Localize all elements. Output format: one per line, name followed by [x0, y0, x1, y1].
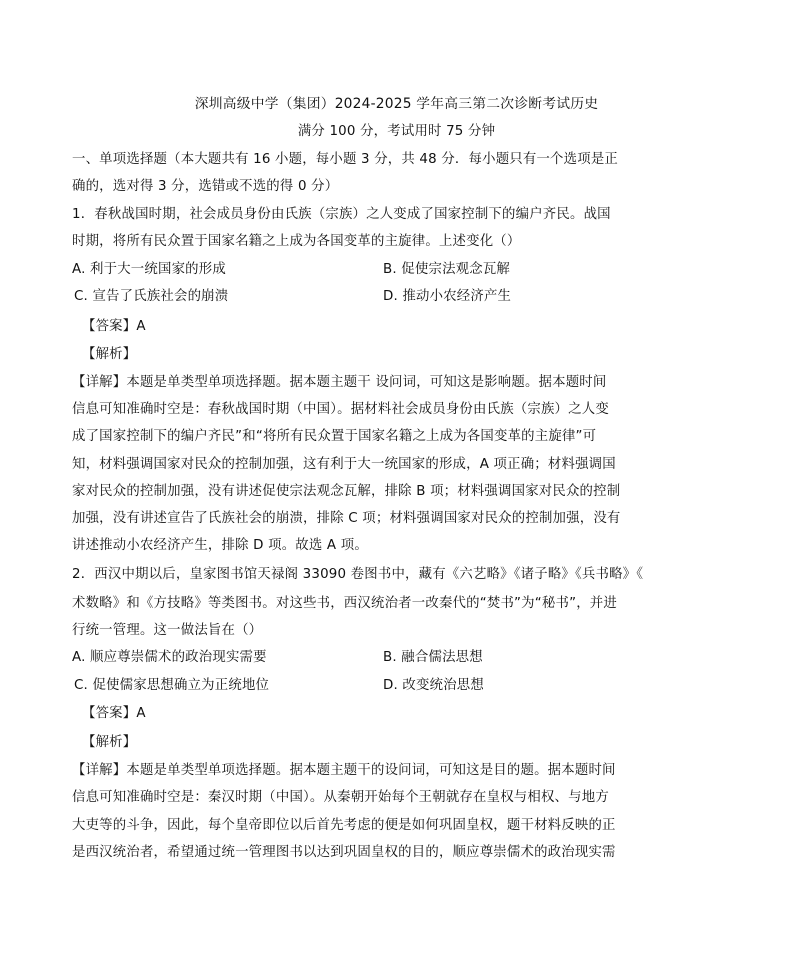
- doc-subtitle: 满分 100 分，考试用时 75 分钟: [297, 124, 496, 139]
- q1-option-a: A. 利于大一统国家的形成: [72, 262, 226, 277]
- q2-stem-line-1: 2．西汉中期以后，皇家图书馆天禄阁 33090 卷图书中，藏有《六艺略》《诸子略》《兵书略》《: [72, 567, 644, 582]
- q2-detail-line-1: 【详解】本题是单类型单项选择题。据本题主题干的设问词，可知这是目的题。据本题时间: [72, 763, 616, 778]
- q1-detail-line-7: 讲述推动小农经济产生，排除 D 项。故选 A 项。: [72, 538, 368, 553]
- doc-title: 深圳高级中学（集团）2024-2025 学年高三第二次诊断考试历史: [194, 96, 599, 112]
- q1-answer: 【答案】A: [82, 319, 146, 334]
- q1-detail-line-3: 成了国家控制下的编户齐民”和“将所有民众置于国家名籍之上成为各国变革的主旋律”可: [72, 429, 597, 444]
- q2-option-d: D. 改变统治思想: [383, 678, 484, 693]
- q2-option-c: C. 促使儒家思想确立为正统地位: [74, 678, 270, 693]
- q2-option-a: A. 顺应尊崇儒术的政治现实需要: [72, 650, 267, 665]
- section-heading-line-1: 一、单项选择题（本大题共有 16 小题，每小题 3 分，共 48 分．每小题只有一个选项是正: [72, 152, 619, 167]
- section-heading-line-2: 确的，选对得 3 分，选错或不选的得 0 分）: [72, 179, 339, 194]
- q1-option-c: C. 宣告了氏族社会的崩溃: [74, 289, 229, 304]
- q2-stem-line-2: 术数略》和《方技略》等类图书。对这些书，西汉统治者一改秦代的“焚书”为“秘书”，并进: [72, 596, 617, 611]
- q2-stem-line-3: 行统一管理。这一做法旨在（）: [72, 623, 263, 638]
- q1-stem-line-1: 1．春秋战国时期，社会成员身份由氏族（宗族）之人变成了国家控制下的编户齐民。战国: [72, 207, 611, 222]
- q1-option-d: D. 推动小农经济产生: [383, 289, 512, 304]
- q1-analysis-label: 【解析】: [82, 347, 137, 362]
- q2-detail-line-2: 信息可知准确时空是：秦汉时期（中国）。从秦朝开始每个王朝就存在皇权与相权、与地方: [72, 790, 609, 805]
- q2-answer: 【答案】A: [82, 706, 146, 721]
- q1-stem-line-2: 时期，将所有民众置于国家名籍之上成为各国变革的主旋律。上述变化（）: [72, 234, 521, 249]
- q1-detail-line-5: 家对民众的控制加强，没有讲述促使宗法观念瓦解，排除 B 项；材料强调国家对民众的控制: [72, 484, 621, 499]
- q2-detail-line-3: 大吏等的斗争，因此，每个皇帝即位以后首先考虑的便是如何巩固皇权，题干材料反映的正: [72, 818, 616, 833]
- q1-detail-line-6: 加强，没有讲述宣告了氏族社会的崩溃，排除 C 项；材料强调国家对民众的控制加强，没有: [72, 511, 621, 526]
- q1-detail-line-1: 【详解】本题是单类型单项选择题。据本题主题干 设问词，可知这是影响题。据本题时间: [72, 375, 607, 390]
- q2-option-b: B. 融合儒法思想: [383, 650, 483, 665]
- q1-detail-line-2: 信息可知准确时空是：春秋战国时期（中国）。据材料社会成员身份由氏族（宗族）之人变: [72, 402, 609, 417]
- q1-option-b: B. 促使宗法观念瓦解: [383, 262, 511, 277]
- q2-detail-line-4: 是西汉统治者，希望通过统一管理图书以达到巩固皇权的目的，顺应尊崇儒术的政治现实需: [72, 845, 616, 860]
- q1-detail-line-4: 知，材料强调国家对民众的控制加强，这有利于大一统国家的形成，A 项正确；材料强调国: [72, 457, 616, 472]
- q2-analysis-label: 【解析】: [82, 735, 137, 750]
